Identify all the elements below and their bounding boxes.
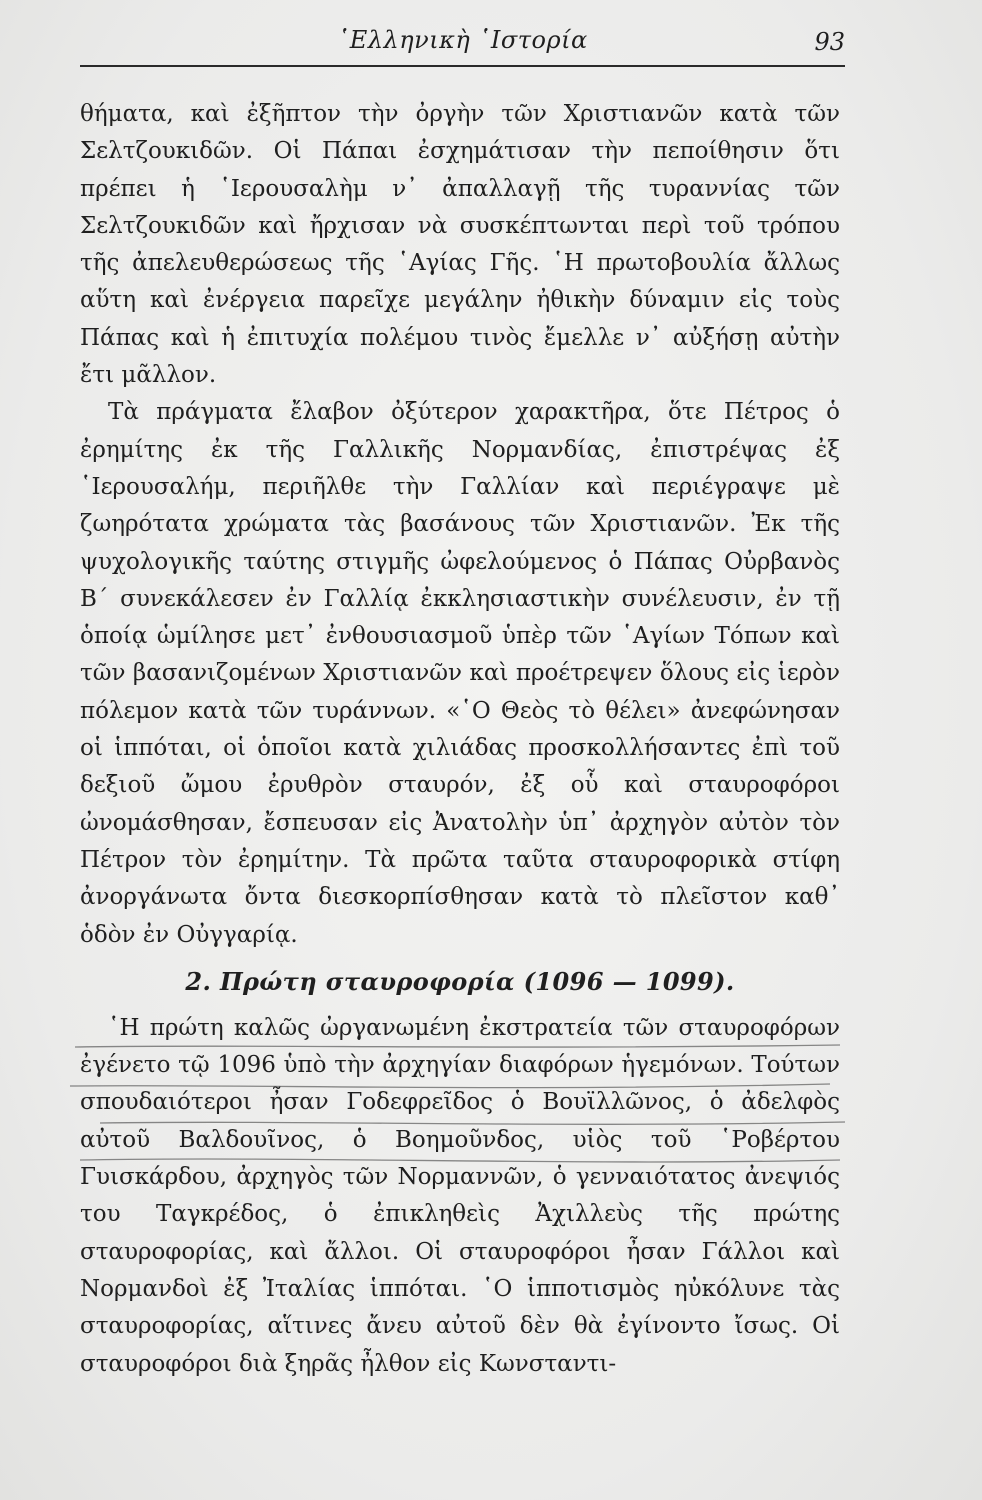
body-text [80, 96, 840, 1383]
running-title: ῾Ελληνικὴ ῾Ιστορία [337, 26, 588, 54]
paragraph-1: θήματα, καὶ ἐξῆπτον τὴν ὀργὴν τῶν Χριστιανῶν κατὰ τῶν Σελτζουκιδῶν. Οἱ Πάπαι ἐσχημάτισαν τὴν πεποίθησιν ὅτι πρέπει ἡ ῾Ιερουσαλὴμ ν᾽ ἀπαλλαγῇ τῆς τυραννίας τῶν Σελτζουκιδῶν καὶ ἤρχισαν νὰ συσκέπτωνται περὶ τοῦ τρόπου τῆς ἀπελευθερώσεως τῆς ῾Αγίας Γῆς. ῾Η πρωτοβουλία ἄλλως αὕτη καὶ ἐνέργεια παρεῖχε μεγάλην ἠθικὴν δύναμιν εἰς τοὺς Πάπας καὶ ἡ ἐπιτυχία πολέμου τινὸς ἔμελλε ν᾽ αὐξήσῃ αὐτὴν ἔτι μᾶλλον. [80, 101, 840, 389]
section-heading: 2. Πρώτη σταυροφορία (1096 — 1099). [185, 966, 735, 996]
running-header [80, 26, 845, 66]
page-number: 93 [814, 28, 845, 56]
paragraph-3: ῾Η πρώτη καλῶς ὠργανωμένη ἐκστρατεία τῶν σταυροφόρων ἐγένετο τῷ 1096 ὑπὸ τὴν ἀρχηγίαν διαφόρων ἡγεμόνων. Τούτων σπουδαιότεροι ἦσαν Γοδεφρεῖδος ὁ Βουϊλλῶνος, ὁ ἀδελφὸς αὐτοῦ Βαλδουῖνος, ὁ Βοημοῦνδος, υἱὸς τοῦ ῾Ροβέρτου Γυισκάρδου, ἀρχηγὸς τῶν Νορμαννῶν, ὁ γενναιότατος ἀνεψιός του Ταγκρέδος, ὁ ἐπικληθεὶς Ἀχιλλεὺς τῆς πρώτης σταυροφορίας, καὶ ἄλλοι. Οἱ σταυροφόροι ἦσαν Γάλλοι καὶ Νορμανδοὶ ἐξ Ἰταλίας ἱππόται. ῾Ο ἱπποτισμὸς ηὐκόλυνε τὰς σταυροφορίας, αἵτινες ἄνευ αὐτοῦ δὲν θὰ ἐγίνοντο ἴσως. Οἱ σταυροφόροι διὰ ξηρᾶς ἦλθον εἰς Κωνσταντι- [80, 1014, 840, 1377]
paragraph-2: Τὰ πράγματα ἔλαβον ὀξύτερον χαρακτῆρα, ὅτε Πέτρος ὁ ἐρημίτης ἐκ τῆς Γαλλικῆς Νορμανδίας, ἐπιστρέψας ἐξ ῾Ιερουσαλήμ, περιῆλθε τὴν Γαλλίαν καὶ περιέγραψε μὲ ζωηρότατα χρώματα τὰς βασάνους τῶν Χριστιανῶν. Ἐκ τῆς ψυχολογικῆς ταύτης στιγμῆς ὠφελούμενος ὁ Πάπας Οὐρβανὸς Β΄ συνεκάλεσεν ἐν Γαλλίᾳ ἐκκλησιαστικὴν συνέλευσιν, ἐν τῇ ὁποίᾳ ὡμίλησε μετ᾽ ἐνθουσιασμοῦ ὑπὲρ τῶν ῾Αγίων Τόπων καὶ τῶν βασανιζομένων Χριστιανῶν καὶ προέτρεψεν ὅλους εἰς ἱερὸν πόλεμον κατὰ τῶν τυράννων. «῾Ο Θεὸς τὸ θέλει» ἀνεφώνησαν οἱ ἱππόται, οἱ ὁποῖοι κατὰ χιλιάδας προσκολλήσαντες ἐπὶ τοῦ δεξιοῦ ὤμου ἐρυθρὸν σταυρόν, ἐξ οὗ καὶ σταυροφόροι ὠνομάσθησαν, ἔσπευσαν εἰς Ἀνατολὴν ὑπ᾽ ἀρχηγὸν αὐτὸν τὸν Πέτρον τὸν ἐρημίτην. Τὰ πρῶτα ταῦτα σταυροφορικὰ στίφη ἀνοργάνωτα ὄντα διεσκορπίσθησαν κατὰ τὸ πλεῖστον καθ᾽ ὁδὸν ἐν Οὐγγαρίᾳ. [80, 399, 840, 948]
header-rule [80, 65, 845, 67]
